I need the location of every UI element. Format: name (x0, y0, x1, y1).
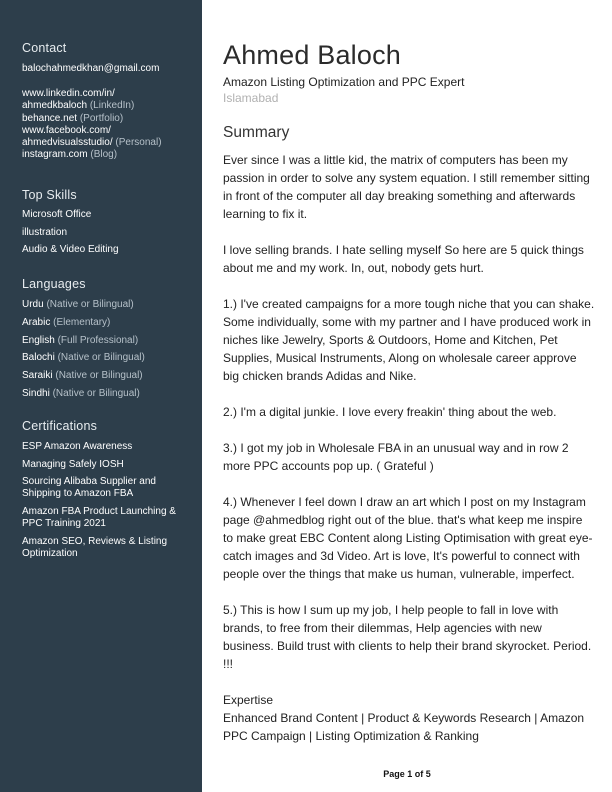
linkedin-link-cont[interactable] (22, 100, 197, 112)
link-note: (Blog) (90, 149, 118, 161)
certification-item (22, 536, 197, 560)
page-footer: Page 1 of 5 (383, 769, 431, 779)
certification-line: Managing Safely IOSH (22, 458, 124, 470)
summary-paragraph: 3.) I got my job in Wholesale FBA in an unusual way and in row 2 more PPC accounts pop up. ( Grateful ) (223, 441, 569, 473)
language-item (22, 335, 197, 347)
link-text[interactable]: ahmedkbaloch (22, 100, 88, 112)
languages-heading: Languages (22, 277, 86, 291)
language-name: Balochi (22, 352, 55, 364)
link-text[interactable]: behance.net (22, 112, 78, 124)
certification-item (22, 506, 197, 530)
summary-paragraph: Ever since I was a little kid, the matrix of computers has been my passion in order to solve any system equation. I still remember sitting in front of the computer all day breaking something and afterwards learning to fix it. (223, 153, 590, 221)
language-level: (Native or Bilingual) (46, 299, 134, 310)
link-note: (Portfolio) (79, 112, 124, 124)
top-skills-heading: Top Skills (22, 188, 77, 202)
expertise-text: Enhanced Brand Content | Product & Keywords Research | Amazon PPC Campaign | Listing Optimization & Ranking (223, 711, 585, 743)
summary-paragraph: 4.) Whenever I feel down I draw an art which I post on my Instagram page @ahmedblog right out of the blue. that's what keep me inspire to make great EBC Content along Listing Optimisation with great eye-catch images and 3d Video. Art is love, It's powerful to connect with people over the things that make us human, vulnerable, imperfect. (223, 495, 593, 581)
language-name: English (22, 334, 55, 346)
contact-heading: Contact (22, 41, 67, 55)
certifications-section (22, 419, 197, 566)
language-item (22, 317, 197, 329)
link-text[interactable]: ahmedvisualsstudio/ (22, 137, 113, 149)
certification-line: Shipping to Amazon FBA (22, 488, 134, 500)
language-name: Arabic (22, 316, 51, 328)
summary-body (223, 151, 595, 745)
languages-section (22, 277, 197, 406)
summary-heading: Summary (223, 124, 290, 141)
certification-line: PPC Training 2021 (22, 518, 106, 530)
certifications-heading: Certifications (22, 419, 98, 433)
certification-line: ESP Amazon Awareness (22, 441, 133, 452)
language-level: (Elementary) (53, 316, 111, 328)
sidebar (0, 0, 202, 792)
contact-section (22, 41, 197, 161)
facebook-link[interactable] (22, 125, 197, 137)
language-name: Sindhi (22, 387, 50, 399)
link-text[interactable]: www.facebook.com/ (22, 124, 111, 136)
email-link[interactable]: balochahmedkhan@gmail.com (22, 63, 160, 74)
summary-paragraph: 5.) This is how I sum up my job, I help people to fall in love with brands, to free from their dilemmas, Help agencies with new business. Build trust with clients to help their brand skyrocket. Period. !!! (223, 603, 592, 671)
language-item (22, 299, 197, 311)
certification-line: Amazon FBA Product Launching & (22, 505, 176, 517)
language-name: Saraiki (22, 370, 53, 382)
language-item (22, 388, 197, 400)
main-content (202, 0, 612, 792)
link-note: (LinkedIn) (89, 100, 135, 112)
facebook-link-cont[interactable] (22, 137, 197, 149)
top-skills-section (22, 188, 197, 262)
skill-item: illustration (22, 226, 68, 238)
link-text[interactable]: instagram.com (22, 149, 88, 161)
language-level: (Native or Bilingual) (52, 387, 140, 399)
link-text[interactable]: www.linkedin.com/in/ (22, 88, 115, 100)
expertise-label: Expertise (223, 693, 274, 707)
certification-item (22, 459, 197, 471)
profile-name: Ahmed Baloch (223, 40, 402, 70)
profile-headline: Amazon Listing Optimization and PPC Expert (223, 75, 465, 89)
certification-line: Sourcing Alibaba Supplier and (22, 476, 156, 488)
certification-item (22, 441, 197, 453)
skill-item: Audio & Video Editing (22, 244, 119, 256)
language-level: (Full Professional) (57, 334, 139, 346)
language-name: Urdu (22, 299, 44, 310)
behance-link[interactable] (22, 113, 197, 125)
linkedin-link[interactable] (22, 88, 197, 100)
instagram-link[interactable] (22, 149, 197, 161)
link-note: (Personal) (115, 137, 162, 149)
skill-item: Microsoft Office (22, 209, 92, 220)
profile-location: Islamabad (223, 91, 279, 105)
certification-line: Amazon SEO, Reviews & Listing (22, 535, 168, 547)
certification-item (22, 476, 197, 500)
summary-paragraph: 2.) I'm a digital junkie. I love every freakin' thing about the web. (223, 405, 557, 419)
language-item (22, 352, 197, 364)
summary-paragraph: I love selling brands. I hate selling myself So here are 5 quick things about me and my work. In, out, nobody gets hurt. (223, 243, 584, 275)
certification-line: Optimization (22, 547, 78, 559)
summary-paragraph: 1.) I've created campaigns for a more tough niche that you can shake. Some individually, some with my partner and I have produced work in niches like Jewelry, Sports & Outdoors, Home and Kitchen, Pet Supplies, Musical Instruments, Along on wholesale career approve big chicken brands Adidas and Nike. (223, 297, 595, 383)
language-level: (Native or Bilingual) (55, 370, 143, 382)
language-level: (Native or Bilingual) (57, 352, 145, 364)
language-item (22, 370, 197, 382)
